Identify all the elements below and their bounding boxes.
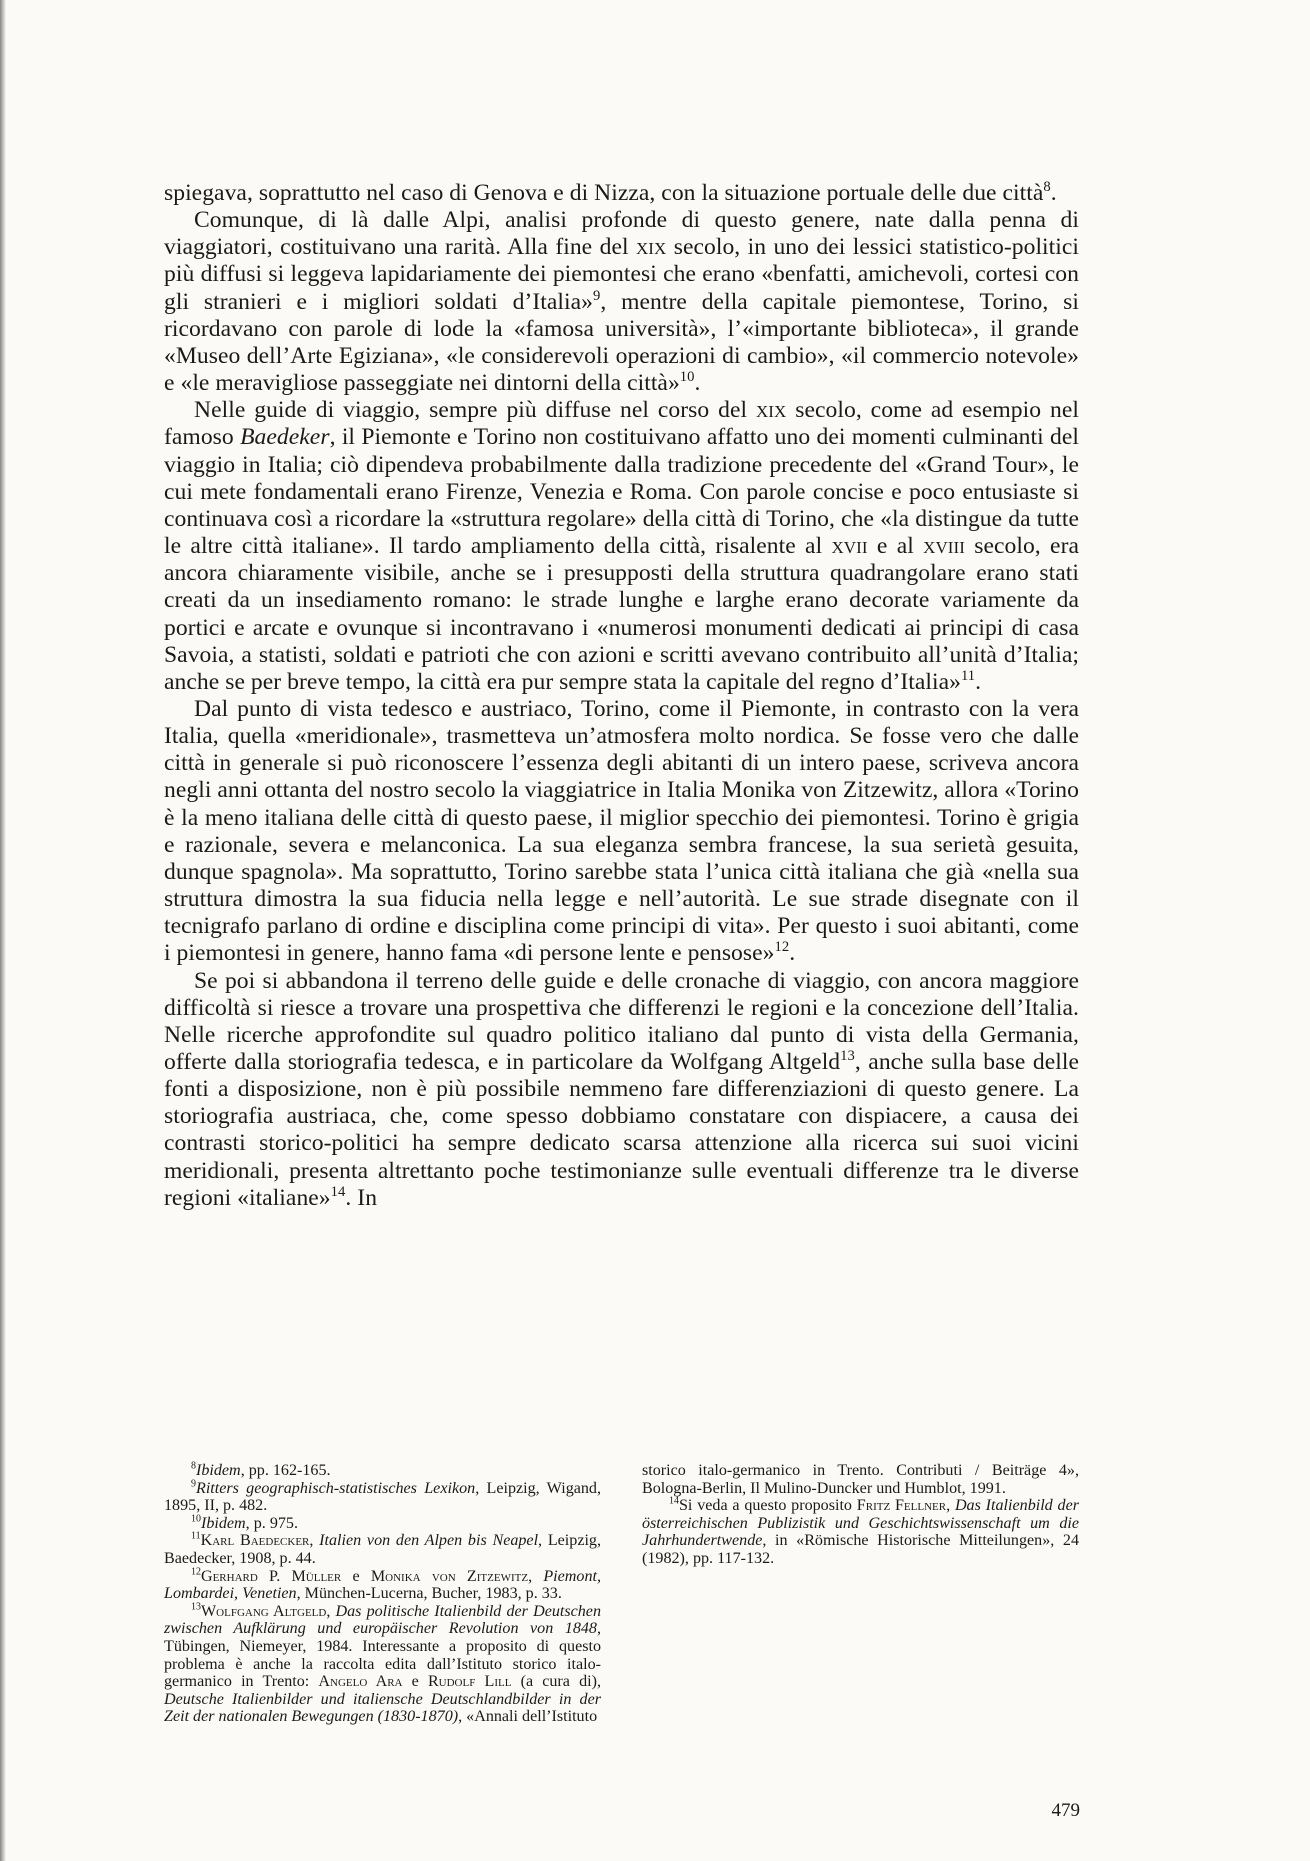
text-run: . <box>694 370 701 397</box>
text-run: Nelle guide di viaggio, sempre più diffuse nel corso del <box>194 397 756 424</box>
footnote-number: 8 <box>191 1460 196 1472</box>
author-name: Karl Baedecker <box>200 1532 310 1550</box>
text-run: Comunque, di là dalle Alpi, analisi profonde di questo genere, nate dalla penna di viaggiatori, costituivano una rarità. Alla fine del <box>164 207 1079 261</box>
text-run: e <box>341 1567 371 1585</box>
century-numeral: xix <box>635 234 667 261</box>
paragraph <box>164 207 1079 397</box>
italic-title: Ibidem <box>200 1514 246 1532</box>
century-numeral: xviii <box>923 533 965 560</box>
paragraph <box>164 696 1079 968</box>
author-name: Rudolf Lill <box>427 1673 512 1691</box>
paragraph <box>164 397 1079 696</box>
century-numeral: xvii <box>831 533 868 560</box>
text-run: , <box>528 1567 544 1585</box>
text-run: , <box>326 1602 336 1620</box>
text-run: . <box>1050 180 1057 206</box>
century-numeral: xix <box>755 397 787 424</box>
footnote <box>164 1603 601 1726</box>
footnote-ref: 12 <box>774 939 790 956</box>
footnote <box>164 1515 601 1533</box>
text-run: , mentre della capitale piemontese, Torino, si ricordavano con parole di lode la «famosa università», l’«importante biblioteca», il grande «Museo dell’Arte Egiziana», «le considerevoli operazioni di cambio», «il commercio notevole» e «le meravigliose passeggiate nei dintorni della città» <box>164 288 1079 397</box>
text-run: secolo, come ad esempio nel famoso <box>164 397 1079 451</box>
footnote-ref: 8 <box>1043 179 1051 196</box>
footnote-ref: 13 <box>840 1048 855 1065</box>
footnote <box>164 1568 601 1603</box>
paragraph <box>164 180 1079 207</box>
text-run: , Leipzig, Baedecker, 1908, p. 44. <box>164 1532 602 1567</box>
text-run: , Tübingen, Niemeyer, 1984. Interessante a proposito di questo problema è anche la raccolta edita dall’Istituto storico italo-germanico in Trento: <box>164 1620 601 1691</box>
author-name: Monika von Zitzewitz <box>370 1567 529 1585</box>
footnote <box>164 1532 601 1567</box>
text-run: . <box>975 668 982 695</box>
text-run: secolo, in uno dei lessici statistico-politici più diffusi si leggeva lapidariamente dei piemontesi che erano «benfatti, amichevoli, cortesi con gli stranieri e i migliori soldati d’Italia» <box>164 234 1079 315</box>
text-run: . <box>789 940 796 967</box>
text-run: , in «Römische Historische Mitteilungen», 24 (1982), pp. 117-132. <box>642 1532 1079 1567</box>
author-name: Gerhard P. Müller <box>200 1567 342 1585</box>
footnote-continuation <box>642 1462 1079 1497</box>
footnote-number: 14 <box>669 1495 679 1507</box>
footnote-number: 11 <box>191 1531 201 1543</box>
footnote-ref: 11 <box>960 667 976 684</box>
footnotes <box>164 1462 1079 1726</box>
italic-title: Ritters geographisch-statistisches Lexikon <box>195 1479 476 1497</box>
footnote <box>164 1462 601 1480</box>
footnote <box>642 1497 1079 1567</box>
text-run: , München-Lucerna, Bucher, 1983, p. 33. <box>296 1585 562 1603</box>
paragraph <box>164 968 1079 1212</box>
page-number: 479 <box>1051 1800 1080 1821</box>
text-run: e <box>402 1673 428 1691</box>
footnote-number: 12 <box>191 1566 201 1578</box>
author-name: Angelo Ara <box>318 1673 403 1691</box>
footnote-ref: 9 <box>592 287 601 304</box>
text-run: , <box>309 1532 320 1550</box>
text-run: (a cura di), <box>511 1673 601 1691</box>
italic-title: Ibidem <box>195 1462 241 1479</box>
text-run: Se poi si abbandona il terreno delle guide e delle cronache di viaggio, con ancora maggiore difficoltà si riesce a trovare una prospettiva che differenzi le regioni e la concezione dell’Italia. Nelle ricerche approfondite sul quadro politico italiano dal punto di vista della Germania, offerte dalla storiografia tedesca, e in particolare da Wolfgang Altgeld <box>164 967 1079 1075</box>
italic-title: Italien von den Alpen bis Neapel <box>319 1532 539 1550</box>
footnotes-column-right <box>642 1462 1079 1726</box>
main-text <box>164 180 1079 1212</box>
footnote-number: 13 <box>191 1601 201 1613</box>
text-run: , «Annali dell’Istituto <box>458 1708 598 1726</box>
footnote <box>164 1480 601 1515</box>
footnote-ref: 14 <box>330 1183 346 1200</box>
italic-title: Das politische Italienbild der Deutschen zwischen Aufklärung und europäischer Revolution von 1848 <box>164 1602 602 1638</box>
text-run: , pp. 162-165. <box>240 1462 331 1479</box>
footnote-number: 10 <box>191 1513 201 1525</box>
scan-edge <box>0 0 6 1861</box>
text-run: Si veda a questo proposito <box>678 1497 857 1515</box>
text-run: , anche sulla base delle fonti a disposizione, non è più possibile nemmeno fare differenziazioni di questo genere. La storiografia austriaca, che, come spesso dobbiamo constatare con dispiacere, a causa dei contrasti storico-politici ha sempre dedicato scarsa attenzione alla ricerca sui suoi vicini meridionali, presenta altrettanto poche testimonianze sulle eventuali differenze tra le diverse regioni «italiane» <box>164 1049 1079 1211</box>
footnote-number: 9 <box>191 1478 196 1490</box>
italic-title: Piemont, Lombardei, Venetien <box>164 1567 601 1603</box>
text-run: , Leipzig, Wigand, 1895, II, p. 482. <box>164 1479 601 1515</box>
text-run: , <box>946 1497 955 1515</box>
text-run: , p. 975. <box>245 1514 298 1532</box>
text-run: storico italo-germanico in Trento. Contributi / Beiträge 4», Bologna-Berlin, Il Mulino-Duncker und Humblot, 1991. <box>642 1462 1079 1497</box>
italic-title: Das Italienbild der österreichischen Publizistik und Geschichtswissenschaft um die Jahrhundertwende <box>642 1497 1079 1550</box>
footnote-ref: 10 <box>679 369 695 386</box>
text-run: , il Piemonte e Torino non costituivano affatto uno dei momenti culminanti del viaggio in Italia; ciò dipendeva probabilmente dalla tradizione precedente del «Grand Tour», le cui mete fondamentali erano Firenze, Venezia e Roma. Con parole concise e poco entusiaste si continuava così a ricordare la «struttura regolare» della città di Torino, che «la distingue da tutte le altre città italiane». Il tardo ampliamento della città, risalente al <box>164 424 1079 560</box>
text-run: Dal punto di vista tedesco e austriaco, Torino, come il Piemonte, in contrasto con la vera Italia, quella «meridionale», trasmetteva un’atmosfera molto nordica. Se fosse vero che dalle città in generale si può riconoscere l’essenza degli abitanti di un intero paese, scriveva ancora negli anni ottanta del nostro secolo la viaggiatrice in Italia Monika von Zitzewitz, allora «Torino è la meno italiana delle città di questo paese, il miglior specchio dei piemontesi. Torino è grigia e razionale, severa e melanconica. La sua eleganza sembra francese, la sua serietà gesuita, dunque spagnola». Ma soprattutto, Torino sarebbe stata l’unica città italiana che già «nella sua struttura dimostra la sua fiducia nella legge e nell’autorità. Le sue strade disegnate con il tecnigrafo parlano di ordine e disciplina come principi di vita». Per questo i suoi abitanti, come i piemontesi in genere, hanno fama «di persone lente e pensose» <box>164 695 1079 967</box>
text-run: e al <box>867 533 924 560</box>
italic-title: Baedeker <box>240 424 330 451</box>
footnotes-column-left <box>164 1462 601 1726</box>
italic-title: Deutsche Italienbilder und italiensche Deutschlandbilder in der Zeit der nationalen Bewegungen (1830-1870) <box>164 1690 601 1726</box>
text-run: spiegava, soprattutto nel caso di Genova e di Nizza, con la situazione portuale delle due città <box>164 180 1044 206</box>
author-name: Fritz Fellner <box>856 1497 947 1515</box>
author-name: Wolfgang Altgeld <box>200 1602 327 1620</box>
text-run: . In <box>345 1184 378 1211</box>
text-run: secolo, era ancora chiaramente visibile, anche se i presupposti della struttura quadrangolare erano stati creati da un insediamento romano: le strade lunghe e larghe erano decorate variamente da portici e arcate e ovunque si incontravano i «numerosi monumenti dedicati ai principi di casa Savoia, a statisti, soldati e patrioti che con azioni e scritti avevano contribuito all’unità d’Italia; anche se per breve tempo, la città era pur sempre stata la capitale del regno d’Italia» <box>164 533 1080 695</box>
